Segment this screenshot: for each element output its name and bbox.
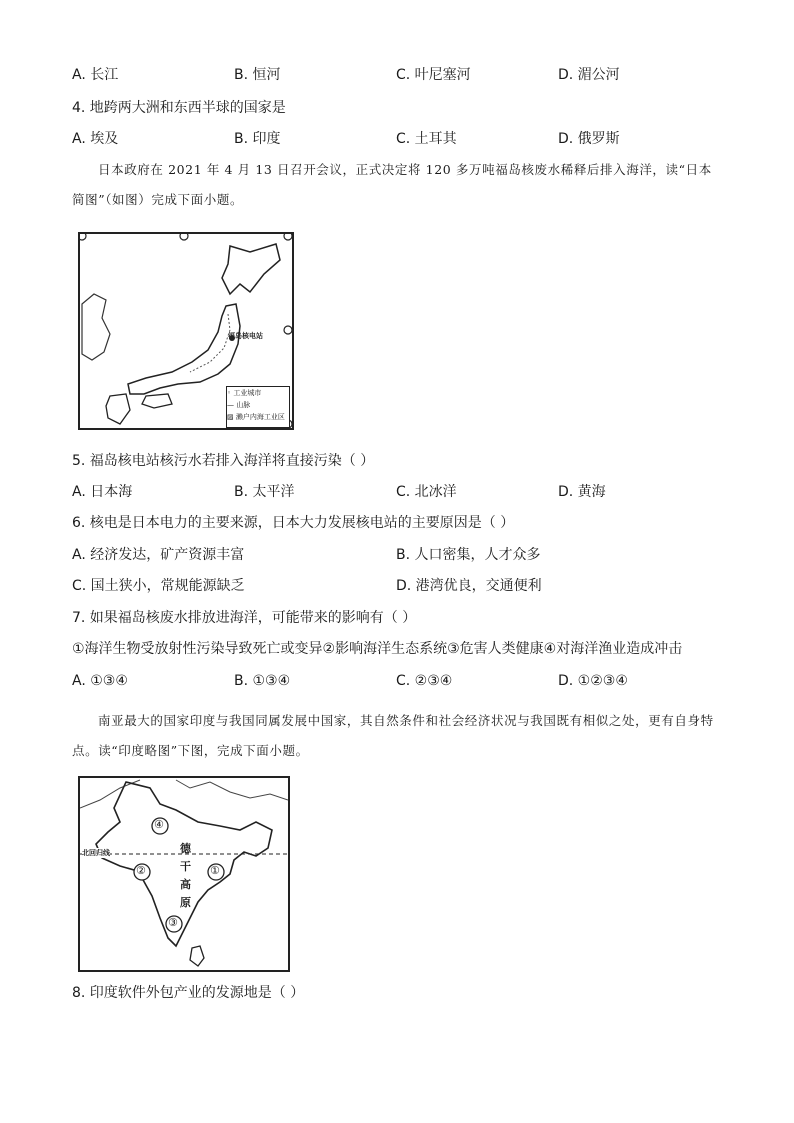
q5-option-d: D. 黄海	[558, 484, 606, 500]
q4-option-c: C. 土耳其	[396, 131, 457, 147]
tropic-label: 北回归线	[82, 849, 110, 857]
q8-stem: 8. 印度软件外包产业的发源地是（ ）	[72, 985, 305, 1001]
deccan-plateau-label: 德 干 高 原	[180, 842, 191, 909]
legend-city: ◦ 工业城市	[227, 389, 262, 397]
q3-option-a: A. 长江	[72, 67, 119, 83]
japan-intro: 日本政府在 2021 年 4 月 13 日召开会议，正式决定将 120 多万吨福岛核废水稀释后排入海洋，读“日本简图”（如图）完成下面小题。	[72, 162, 712, 207]
q5-option-a: A. 日本海	[72, 484, 133, 500]
q6-stem: 6. 核电是日本电力的主要来源，日本大力发展核电站的主要原因是（ ）	[72, 515, 515, 531]
q3-option-b: B. 恒河	[234, 67, 281, 83]
q4-stem: 4. 地跨两大洲和东西半球的国家是	[72, 100, 286, 116]
legend-mountain: — 山脉	[227, 401, 251, 409]
q7-option-b: B. ①③④	[234, 673, 291, 689]
marker-4: ④	[154, 818, 164, 831]
q5-option-b: B. 太平洋	[234, 484, 295, 500]
india-map	[78, 776, 290, 972]
q7-option-d: D. ①②③④	[558, 673, 628, 689]
india-intro: 南亚最大的国家印度与我国同属发展中国家，其自然条件和社会经济状况与我国既有相似之处，更有自身特点。读“印度略图”下图，完成下面小题。	[72, 713, 714, 758]
q6-option-b: B. 人口密集，人才众多	[396, 547, 541, 563]
q3-option-c: C. 叶尼塞河	[396, 67, 471, 83]
japan-legend	[226, 386, 290, 428]
q6-option-c: C. 国土狭小，常规能源缺乏	[72, 578, 245, 594]
q3-option-d: D. 湄公河	[558, 67, 620, 83]
q5-option-c: C. 北冰洋	[396, 484, 457, 500]
marker-2: ②	[136, 864, 146, 877]
marker-1: ①	[210, 864, 220, 877]
q4-option-d: D. 俄罗斯	[558, 131, 620, 147]
q5-stem: 5. 福岛核电站核污水若排入海洋将直接污染（ ）	[72, 453, 375, 469]
q7-option-a: A. ①③④	[72, 673, 128, 689]
legend-belt: ▨ 濑户内海工业区	[227, 413, 285, 421]
q6-option-d: D. 港湾优良，交通便利	[396, 578, 542, 594]
q4-option-a: A. 埃及	[72, 131, 119, 147]
japan-map	[78, 232, 294, 430]
q6-option-a: A. 经济发达，矿产资源丰富	[72, 547, 245, 563]
fukushima-label: 福岛核电站	[228, 332, 263, 340]
q7-stem: 7. 如果福岛核废水排放进海洋，可能带来的影响有（ ）	[72, 610, 417, 626]
q4-option-b: B. 印度	[234, 131, 281, 147]
q7-choices: ①海洋生物受放射性污染导致死亡或变异②影响海洋生态系统③危害人类健康④对海洋渔业造成冲击	[72, 641, 683, 657]
q7-option-c: C. ②③④	[396, 673, 453, 689]
marker-3: ③	[168, 916, 178, 929]
